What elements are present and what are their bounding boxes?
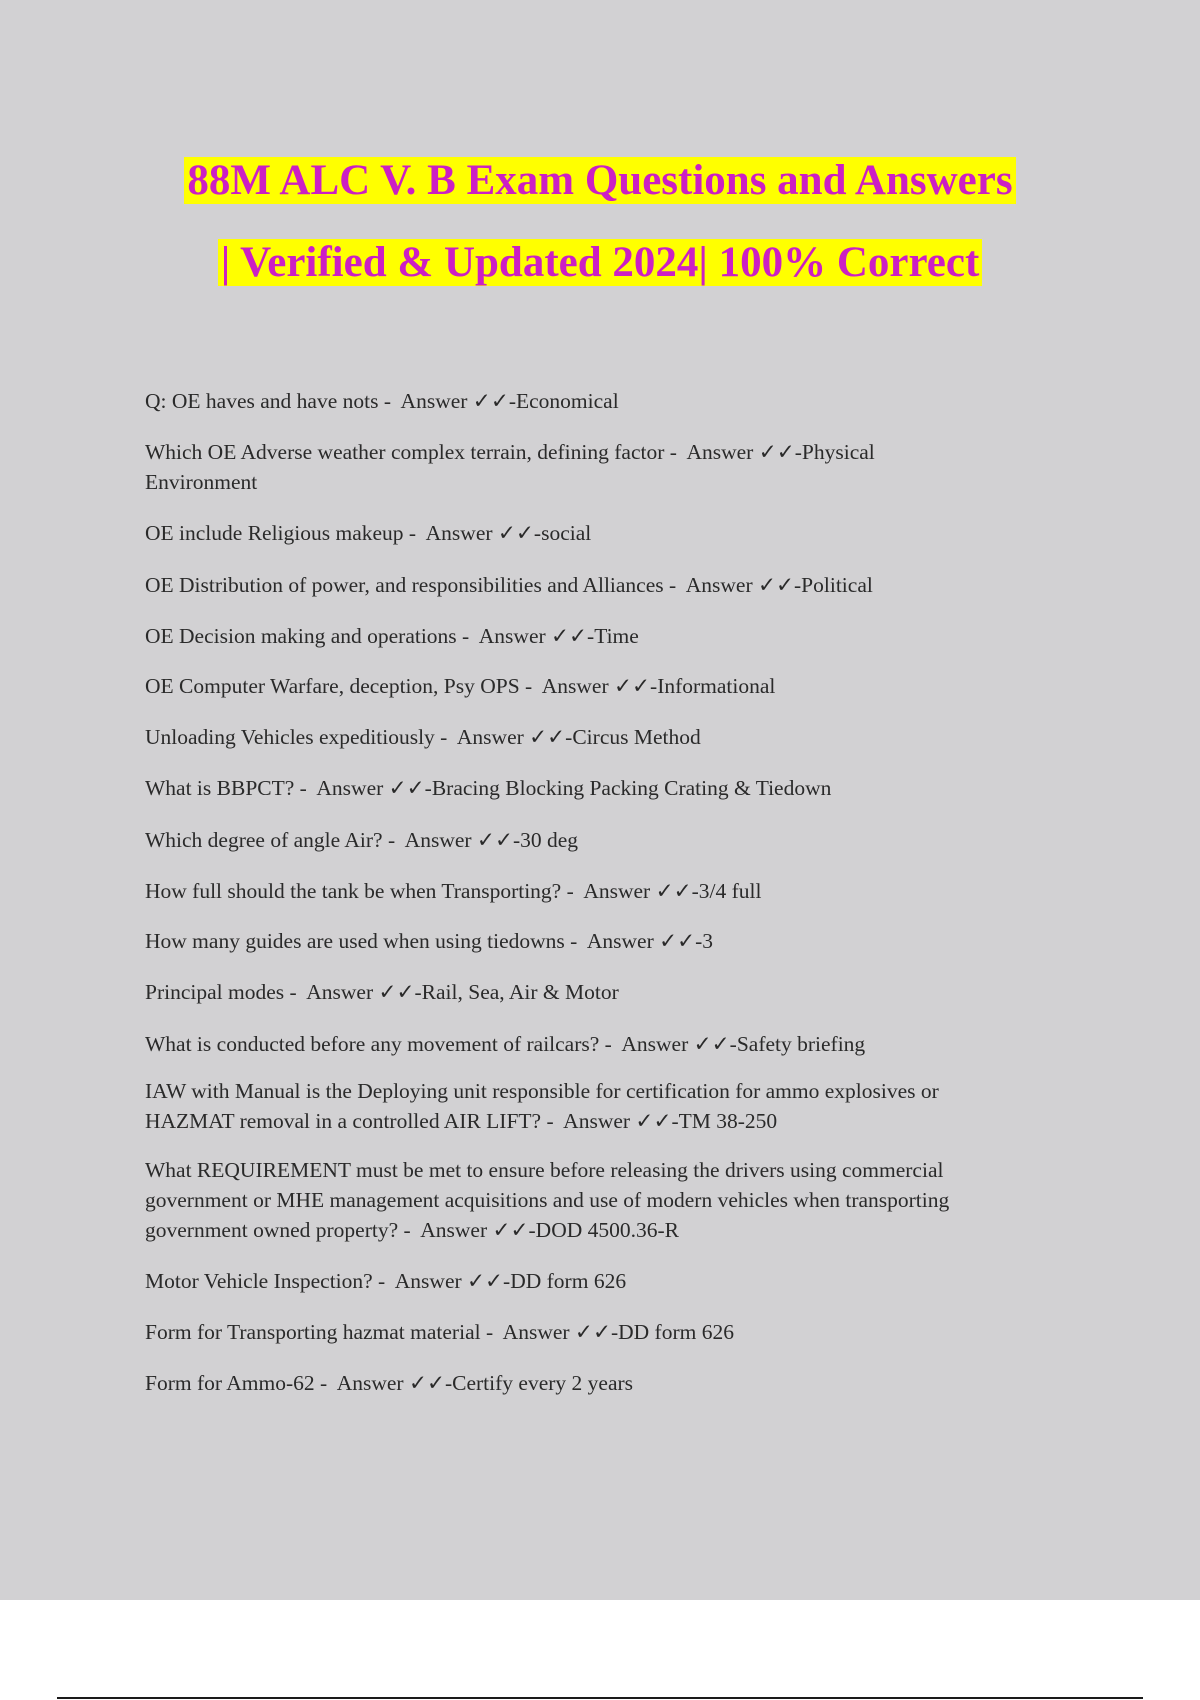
qa-item: Unloading Vehicles expeditiously - Answer ✓✓-Circus Method — [145, 725, 701, 749]
qa-item: OE Distribution of power, and responsibilities and Alliances - Answer ✓✓-Political — [145, 573, 873, 597]
qa-item: Form for Ammo-62 - Answer ✓✓-Certify every 2 years — [145, 1371, 634, 1395]
qa-item: What is BBPCT? - Answer ✓✓-Bracing Blocking Packing Crating & Tiedown — [145, 776, 832, 800]
title-line-1: 88M ALC V. B Exam Questions and Answers — [184, 157, 1015, 204]
qa-item: Principal modes - Answer ✓✓-Rail, Sea, Air & Motor — [145, 980, 619, 1004]
title-line-2: | Verified & Updated 2024| 100% Correct — [218, 239, 983, 286]
qa-item: Which OE Adverse weather complex terrain, defining factor - Answer ✓✓-Physical Environment — [145, 440, 875, 494]
qa-item: Motor Vehicle Inspection? - Answer ✓✓-DD form 626 — [145, 1269, 627, 1293]
qa-item: IAW with Manual is the Deploying unit responsible for certification for ammo explosives or HAZMAT removal in a controlled AIR LIFT? - Answer ✓✓-TM 38-250 — [145, 1079, 939, 1133]
qa-list — [145, 386, 1065, 1398]
qa-item: OE Decision making and operations - Answer ✓✓-Time — [145, 624, 639, 648]
qa-item: Q: OE haves and have nots - Answer ✓✓-Economical — [145, 389, 619, 413]
qa-item: How full should the tank be when Transporting? - Answer ✓✓-3/4 full — [145, 879, 762, 903]
qa-item: OE include Religious makeup - Answer ✓✓-social — [145, 521, 592, 545]
qa-item: Which degree of angle Air? - Answer ✓✓-30 deg — [145, 828, 579, 852]
qa-item: What is conducted before any movement of railcars? - Answer ✓✓-Safety briefing — [145, 1032, 866, 1056]
qa-item: OE Computer Warfare, deception, Psy OPS - Answer ✓✓-Informational — [145, 674, 776, 698]
qa-item: How many guides are used when using tiedowns - Answer ✓✓-3 — [145, 929, 714, 953]
next-page-top-rule — [57, 1697, 1143, 1699]
document-title — [0, 140, 1200, 304]
qa-item: Form for Transporting hazmat material - Answer ✓✓-DD form 626 — [145, 1320, 734, 1344]
qa-item: What REQUIREMENT must be met to ensure before releasing the drivers using commercial government or MHE management acquisitions and use of modern vehicles when transporting government owned property? - Answer ✓✓-DOD 4500.36-R — [145, 1158, 950, 1242]
page-gap — [0, 1600, 1200, 1700]
